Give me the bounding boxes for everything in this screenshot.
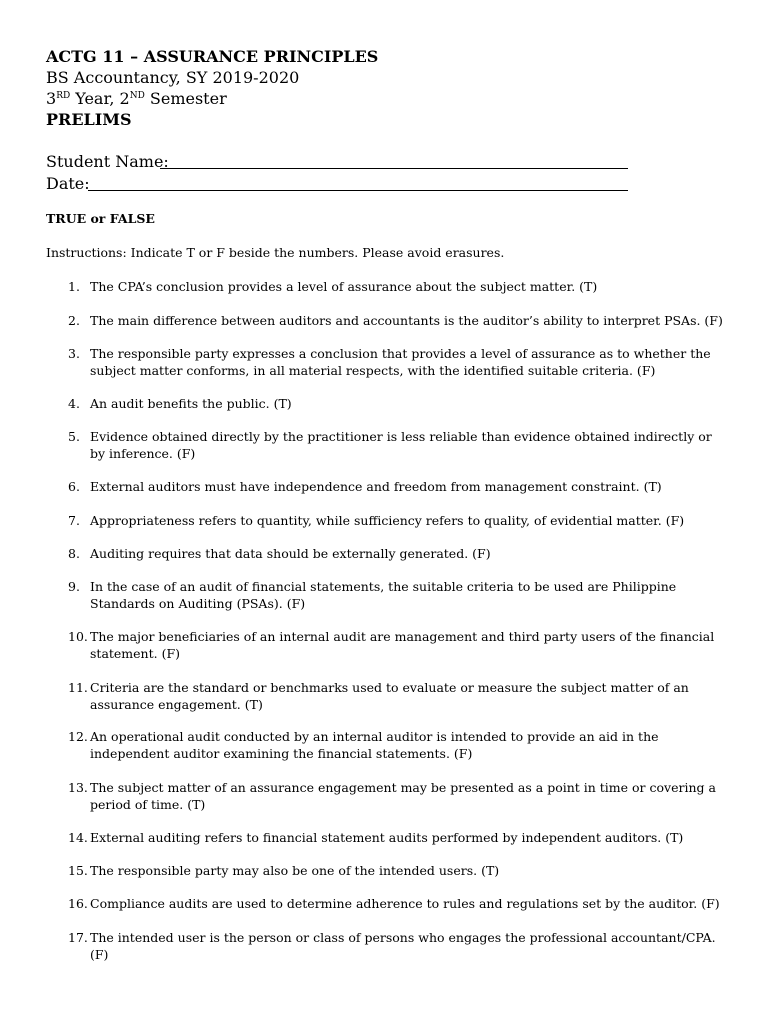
item-number: 10. (68, 629, 88, 644)
item-text: An operational audit conducted by an internal auditor is intended to provide an aid in the independent auditor examining the financial statements. (F) (90, 729, 659, 761)
list-item (68, 628, 724, 662)
student-name-field[interactable] (46, 152, 630, 171)
item-number: 16. (68, 896, 88, 911)
list-item (68, 829, 724, 846)
item-text: Evidence obtained directly by the practitioner is less reliable than evidence obtained indirectly or by inference. (F) (90, 429, 712, 461)
list-item (68, 512, 724, 529)
list-item (68, 929, 724, 963)
item-text: The intended user is the person or class of persons who engages the professional accountant/CPA. (F) (90, 930, 716, 962)
program-line: BS Accountancy, SY 2019-2020 (46, 68, 300, 87)
item-text: The major beneficiaries of an internal audit are management and third party users of the financial statement. (F) (90, 629, 715, 661)
list-item (68, 728, 724, 762)
date-field[interactable] (46, 174, 630, 193)
item-number: 13. (68, 780, 88, 795)
item-text: The subject matter of an assurance engagement may be presented as a point in time or covering a period of time. (T) (90, 780, 716, 812)
item-number: 2. (68, 313, 80, 328)
item-text: The responsible party may also be one of the intended users. (T) (90, 863, 500, 878)
item-number: 6. (68, 479, 80, 494)
exam-title: PRELIMS (46, 110, 132, 129)
item-text: Auditing requires that data should be externally generated. (F) (90, 546, 491, 561)
item-text: An audit benefits the public. (T) (90, 396, 292, 411)
item-text: Compliance audits are used to determine adherence to rules and regulations set by the auditor. (F) (90, 896, 720, 911)
instructions: Instructions: Indicate T or F beside the numbers. Please avoid erasures. (46, 245, 505, 260)
course-title: ACTG 11 – ASSURANCE PRINCIPLES (46, 47, 379, 66)
student-name-line[interactable] (160, 168, 628, 169)
year-number: 3 (46, 89, 57, 108)
item-number: 8. (68, 546, 80, 561)
date-line[interactable] (88, 190, 628, 191)
section-title: TRUE or FALSE (46, 211, 155, 226)
list-item (68, 545, 724, 562)
list-item (68, 779, 724, 813)
item-number: 11. (68, 680, 88, 695)
item-text: The CPA’s conclusion provides a level of assurance about the subject matter. (T) (90, 279, 598, 294)
year-ordinal: RD (56, 91, 71, 101)
list-item (68, 478, 724, 495)
student-name-label: Student Name: (46, 152, 169, 171)
list-item (68, 578, 724, 612)
list-item (68, 278, 724, 295)
item-number: 15. (68, 863, 88, 878)
year-semester-line (46, 88, 378, 109)
list-item (68, 312, 724, 329)
list-item (68, 345, 724, 379)
item-text: The main difference between auditors and accountants is the auditor’s ability to interpret PSAs. (F) (90, 313, 723, 328)
item-number: 9. (68, 579, 80, 594)
date-label: Date: (46, 174, 90, 193)
item-text: External auditors must have independence and freedom from management constraint. (T) (90, 479, 662, 494)
item-number: 17. (68, 930, 88, 945)
list-item (68, 862, 724, 879)
item-text: Criteria are the standard or benchmarks used to evaluate or measure the subject matter of an assurance engagement. (T) (90, 680, 689, 712)
item-number: 12. (68, 729, 88, 744)
semester-ordinal: ND (129, 91, 145, 101)
item-text: External auditing refers to financial statement audits performed by independent auditors. (T) (90, 830, 684, 845)
item-text: Appropriateness refers to quantity, while sufficiency refers to quality, of evidential matter. (F) (90, 513, 685, 528)
list-item (68, 895, 724, 912)
item-text: In the case of an audit of financial statements, the suitable criteria to be used are Philippine Standards on Auditing (PSAs). (F) (90, 579, 677, 611)
year-text: Year, 2 (70, 89, 130, 108)
item-text: The responsible party expresses a conclusion that provides a level of assurance as to whether the subject matter conforms, in all material respects, with the identified suitable criteria. (F) (90, 346, 711, 378)
semester-text: Semester (144, 89, 227, 108)
item-number: 4. (68, 396, 80, 411)
item-number: 14. (68, 830, 88, 845)
list-item (68, 395, 724, 412)
document-header (46, 46, 378, 130)
item-number: 3. (68, 346, 80, 361)
item-number: 1. (68, 279, 80, 294)
list-item (68, 679, 724, 713)
item-number: 7. (68, 513, 80, 528)
item-number: 5. (68, 429, 80, 444)
list-item (68, 428, 724, 462)
